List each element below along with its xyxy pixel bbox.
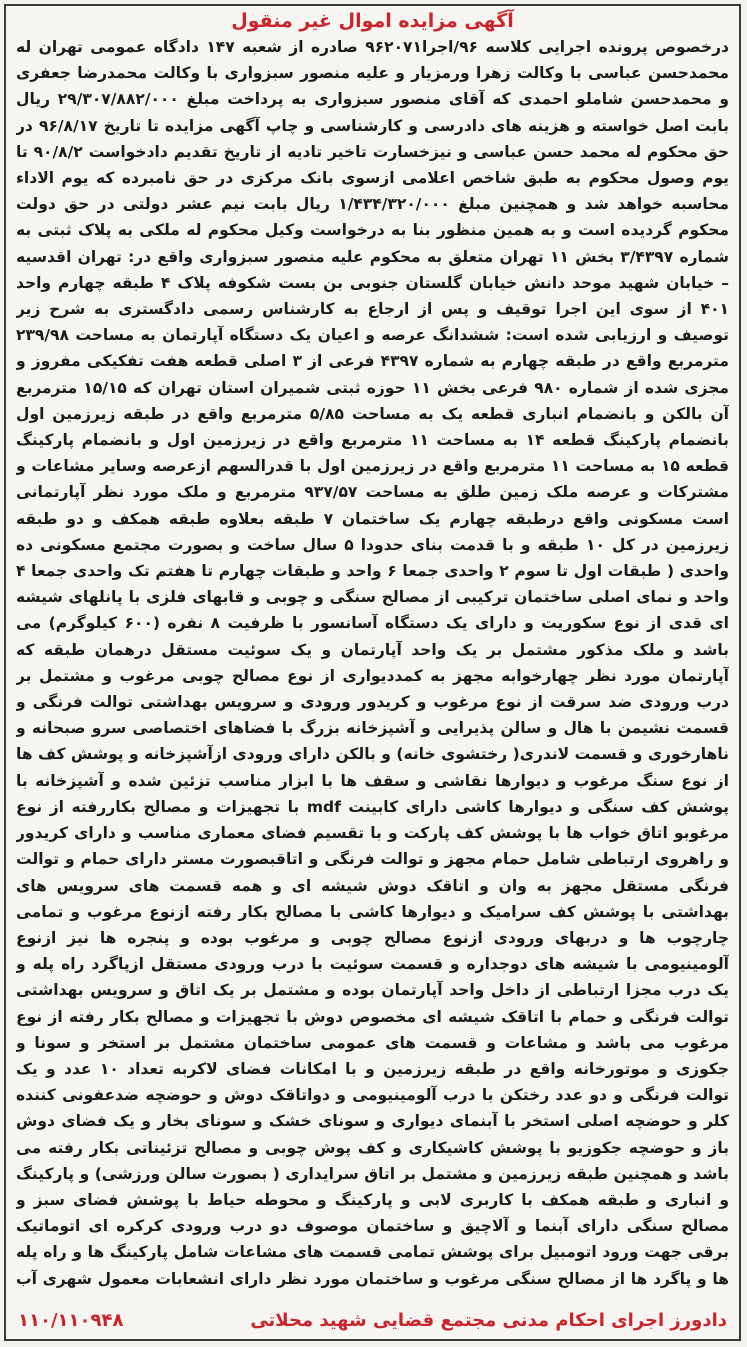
notice-code: ۱۱۰/۱۱۰۹۴۸ bbox=[18, 1310, 124, 1331]
notice-body: درخصوص پرونده اجرایی کلاسه ۹۶/اجرا۹۶۲۰۷۱ صادره از شعبه ۱۴۷ دادگاه عمومی تهران له محمدحسن عباسی با وکالت زهرا ورمزیار و علیه منصور سبزواری با وکالت محمدرضا جعفری و محمدحسن شاملو احمدی که آقای منصور سبزواری به پرداخت مبلغ ۲۹/۳۰۷/۸۸۲/۰۰۰ ریال بابت اصل خواسته و هزینه های دادرسی و کارشناسی و چاپ آگهی مزایده تا تاریخ ۹۶/۸/۱۷ در حق محکوم له محمد حسن عباسی و نیزخسارت تاخیر تادیه از تاریخ تقدیم دادخواست ۹۰/۸/۲ تا یوم وصول محکوم به طبق شاخص اعلامی ازسوی بانک مرکزی در حق نامبرده که یوم الاداء محاسبه خواهد شد و همچنین مبلغ ۱/۴۳۴/۳۲۰/۰۰۰ ریال بابت نیم عشر دولتی در حق دولت محکوم گردیده است و به همین منظور بنا به درخواست وکیل محکوم له ملکی به پلاک ثبتی به شماره ۳/۴۳۹۷ بخش ۱۱ تهران متعلق به محکوم علیه منصور سبزواری واقع در: تهران اقدسیه – خیابان شهید موحد دانش خیابان گلستان جنوبی بن بست شکوفه پلاک ۴ طبقه چهارم واحد ۴۰۱ از سوی این اجرا توقیف و پس از ارجاع به کارشناس رسمی دادگستری به شرح زیر توصیف و ارزیابی شده است: ششدانگ عرصه و اعیان یک دستگاه آپارتمان به مساحت ۲۳۹/۹۸ مترمربع واقع در طبقه چهارم به شماره ۴۳۹۷ فرعی از ۳ اصلی قطعه هفت تفکیکی مفروز و مجزی شده از شماره ۹۸۰ فرعی بخش ۱۱ حوزه ثبتی شمیران استان تهران که ۱۵/۱۵ مترمربع آن بالکن و بانضمام انباری قطعه یک به مساحت ۵/۸۵ مترمربع واقع در طبقه زیرزمین اول بانضمام پارکینگ قطعه ۱۴ به مساحت ۱۱ مترمربع واقع در زیرزمین اول و بانضمام پارکینگ قطعه ۱۵ به مساحت ۱۱ مترمربع واقع در زیرزمین اول با قدرالسهم ازعرصه وسایر مشاعات و مشترکات و عرصه ملک زمین طلق به مساحت ۹۳۷/۵۷ مترمربع و ملک مورد نظر آپارتمانی است مسکونی واقع درطبقه چهارم یک ساختمان ۷ طبقه بعلاوه طبقه همکف و دو طبقه زیرزمین در کل ۱۰ طبقه و با قدمت بنای حدودا ۵ سال ساخت و بصورت مجتمع مسکونی ده واحدی ( طبقات اول تا سوم ۲ واحدی جمعا ۶ واحد و طبقات چهارم تا هفتم تک واحدی جمعا ۴ واحد و نمای اصلی ساختمان ترکیبی از مصالح سنگی و چوبی و قابهای فلزی با پانلهای شیشه ای قدی از نوع سکوریت و دارای یک دستگاه آسانسور با ظرفیت ۸ نفره (۶۰۰ کیلوگرم) می باشد و ملک مذکور مشتمل بر یک واحد آپارتمان و یک سوئیت مستقل درهمان طبقه که آپارتمان مورد نظر چهارخوابه مجهز به کمددیواری از نوع مصالح چوبی مرغوب و مشتمل بر درب ورودی ضد سرقت از نوع مرغوب و کریدور ورودی و سرویس بهداشتی توالت فرنگی و قسمت نشیمن با هال و سالن پذیرایی و آشپزخانه بزرگ با فضاهای اختصاصی سرو صبحانه و ناهارخوری و قسمت لاندری( رختشوی خانه) و بالکن دارای ورودی ازآشپزخانه و پوشش کف ها از نوع سنگ مرغوب و دیوارها نقاشی و سقف ها با ابزار مناسب تزئین شده و آشپزخانه با پوشش کف سنگی و دیوارها کاشی دارای کابینت mdf با تجهیزات و مصالح بکاررفته از نوع مرغوبو اتاق خواب ها با پوشش کف پارکت و با تقسیم فضای معماری مناسب و دارای کریدور و راهروی ارتباطی شامل حمام مجهز و توالت فرنگی و اتاقبصورت مستر دارای حمام و توالت فرنگی مستقل مجهز به وان و اتاقک دوش شیشه ای و همه قسمت های سرویس های بهداشتی با پوشش کف سرامیک و دیوارها کاشی با مصالح بکار رفته ازنوع مرغوب و تمامی چارچوب ها و دربهای ورودی ازنوع مصالح چوبی و مرغوب بوده و پنجره ها نیز ازنوع آلومینیومی با شیشه های دوجداره و قسمت سوئیت با درب ورودی مستقل ازپاگرد راه پله و یک درب مجزا ارتباطی از داخل واحد آپارتمان بوده و مشتمل بر یک اتاق و سرویس بهداشتی توالت فرنگی و حمام با اتاقک شیشه ای مخصوص دوش با تجهیزات و مصالح بکار رفته از نوع مرغوب می باشد و مشاعات و قسمت های عمومی ساختمان مشتمل بر استخر و سونا و جکوزی و موتورخانه واقع در طبقه زیرزمین و با امکانات فضای لاکربه تعداد ۱۰ عدد و یک توالت فرنگی و دو عدد رختکن با درب آلومینیومی و دواتاقک دوش و حوضچه ضدعفونی کننده کلر و حوضچه اصلی استخر با آبنمای دیواری و سونای خشک و سونای بخار و یک فضای دوش باز و حوضچه جکوزیو با پوشش کاشیکاری و کف پوش چوبی و مصالح تزئیناتی بکار رفته می باشد و همچنین طبقه زیرزمین و مشتمل بر اتاق سرایداری ( بصورت سالن ورزشی) و پارکینگ و انباری و طبقه همکف با کاربری لابی و پارکینگ و محوطه حیاط با پوشش فضای سبز و مصالح سنگی دارای آبنما و آلاچیق و ساختمان موصوف دو درب ورودی کرکره ای اتوماتیک برقی جهت ورود اتومبیل برای پوشش تمامی قسمت های مشاعات شامل پارکینگ ها و راه پله ها و پاگرد ها از مصالح سنگی مرغوب و ساختمان مورد نظر دارای انشعابات معمول شهری آب bbox=[16, 38, 729, 1288]
notice-title: آگهی مزایده اموال غیر منقول bbox=[231, 10, 514, 32]
auction-notice bbox=[4, 4, 741, 1341]
notice-footer bbox=[18, 1310, 727, 1331]
signature-line: دادورز اجرای احکام مدنی مجتمع قضایی شهید محلاتی bbox=[250, 1310, 727, 1331]
